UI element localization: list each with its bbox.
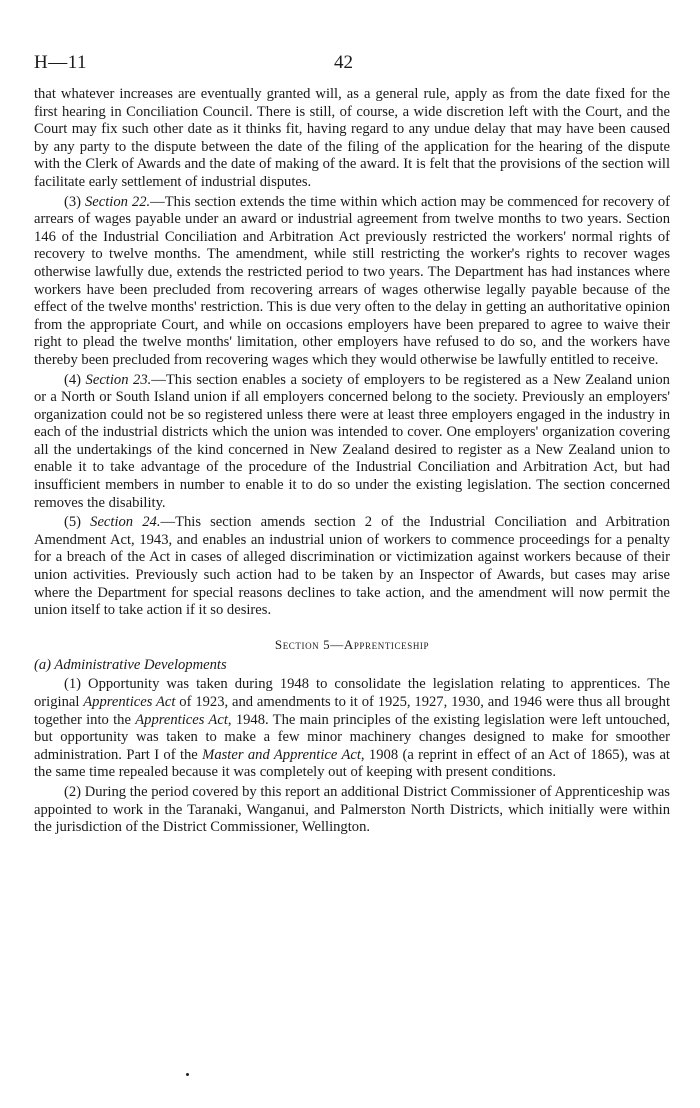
act-title: Master and Apprentice Act bbox=[202, 746, 361, 763]
paragraph-text: —This section extends the time within which action may be commenced for recovery of arrears of wages payable under an award or industrial agreement from twelve months to two years. Section 146 of the Industrial Conciliation and Arbitration Act previously restricted the workers' normal rights of recovery to twelve months. The amendment, while still restricting the worker's rights to recover wages otherwise lawfully due, extends the restricted period to two years. The Department has had instances where workers have been precluded from recovering arrears of wages otherwise legally payable because of the effect of the twelve months' restriction. This is due very often to the delay in getting an authoritative opinion from the appropriate Court, and while on occasions employers have been prepared to agree to waive their right to plead the twelve months' limitation, other employers have refused to do so, and the workers have thereby been precluded from recovering wages which they would otherwise be lawfully entitled to receive. bbox=[34, 193, 670, 368]
paragraph-section-24 bbox=[34, 514, 670, 620]
paragraph-text: (2) During the period covered by this report an additional District Commissioner of Apprenticeship was appointed to work in the Taranaki, Wanganui, and Palmerston North Districts, which initially were within the jurisdiction of the District Commissioner, Wellington. bbox=[34, 783, 670, 836]
section-reference: Section 24. bbox=[90, 514, 161, 531]
page-header bbox=[34, 52, 670, 86]
act-title: Apprentices Act bbox=[135, 711, 228, 728]
paragraph-number: (4) bbox=[64, 371, 86, 388]
paragraph-apprentices-act bbox=[34, 676, 670, 782]
paragraph-text: , 1948. The main principles of the existing legislation were left untouched, but opportunity was taken to make a few minor machinery changes designed to make for smoother administration. Part I of the bbox=[34, 711, 670, 763]
document-reference: H—11 bbox=[34, 52, 88, 73]
paragraph-text: , 1908 (a reprint in effect of an Act of 1865), was at the same time repealed because it was completely out of keeping with present conditions. bbox=[34, 746, 670, 781]
paragraph-number: (3) bbox=[64, 193, 85, 210]
paragraph-section-22 bbox=[34, 194, 670, 370]
paragraph-district-commissioner bbox=[34, 784, 670, 837]
act-title: Apprentices Act bbox=[83, 694, 176, 710]
page-number: 42 bbox=[334, 52, 353, 73]
paragraph-section-23 bbox=[34, 372, 670, 513]
section-heading: Section 5—Apprenticeship bbox=[274, 636, 430, 652]
paragraph-text: of 1923, and amendments to it of 1925, 1927, 1930, and 1946 were thus all brought together into the bbox=[34, 694, 670, 728]
section-reference: Section 22. bbox=[84, 193, 151, 210]
section-reference: Section 23. bbox=[85, 371, 152, 388]
printer-mark bbox=[186, 1073, 189, 1076]
paragraph-text: —This section amends section 2 of the Industrial Conciliation and Arbitration Amendment Act, 1943, and enables an industrial union of workers to commence proceedings for a penalty for a breach of the Act in cases of alleged discrimination or victimization against workers because of their union activities. Previously such action had to be taken by an Inspector of Awards, but cases may arise where the Department for special reasons declines to take action, and the amendment will now permit the union itself to take action if it so desires. bbox=[34, 514, 670, 619]
paragraph-text: —This section enables a society of employers to be registered as a New Zealand union or a North or South Island union if all employers concerned belong to the society. Previously an employers' organization could not be so registered unless there were at least three employers engaged in the industry in each of the industrial districts which the union was intended to cover. One employers' organization covering all the undertakings of the kind concerned in New Zealand desired to register as a New Zealand union to enable it to take advantage of the procedure of the Industrial Conciliation and Arbitration Act, but had insufficient members in number to enable it to do so under the existing legislation. The section concerned removes the disability. bbox=[34, 371, 670, 511]
paragraph-continued bbox=[34, 86, 670, 192]
paragraph-text: that whatever increases are eventually granted will, as a general rule, apply as from the date fixed for the first hearing in Conciliation Council. There is still, of course, a wide discretion left with the Court, and the Court may fix such other date as it thinks fit, having regard to any undue delay that may have been caused by any party to the dispute between the date of the filing of the application for the hearing of the dispute with the Clerk of Awards and the date of making of the award. It is felt that the provisions of the section will facilitate early settlement of industrial disputes. bbox=[34, 86, 670, 190]
subsection-heading: (a) Administrative Developments bbox=[34, 656, 227, 673]
paragraph-number: (5) bbox=[64, 514, 91, 531]
paragraph-text: (1) Opportunity was taken during 1948 to consolidate the legislation relating to apprentices. The original bbox=[34, 676, 670, 710]
